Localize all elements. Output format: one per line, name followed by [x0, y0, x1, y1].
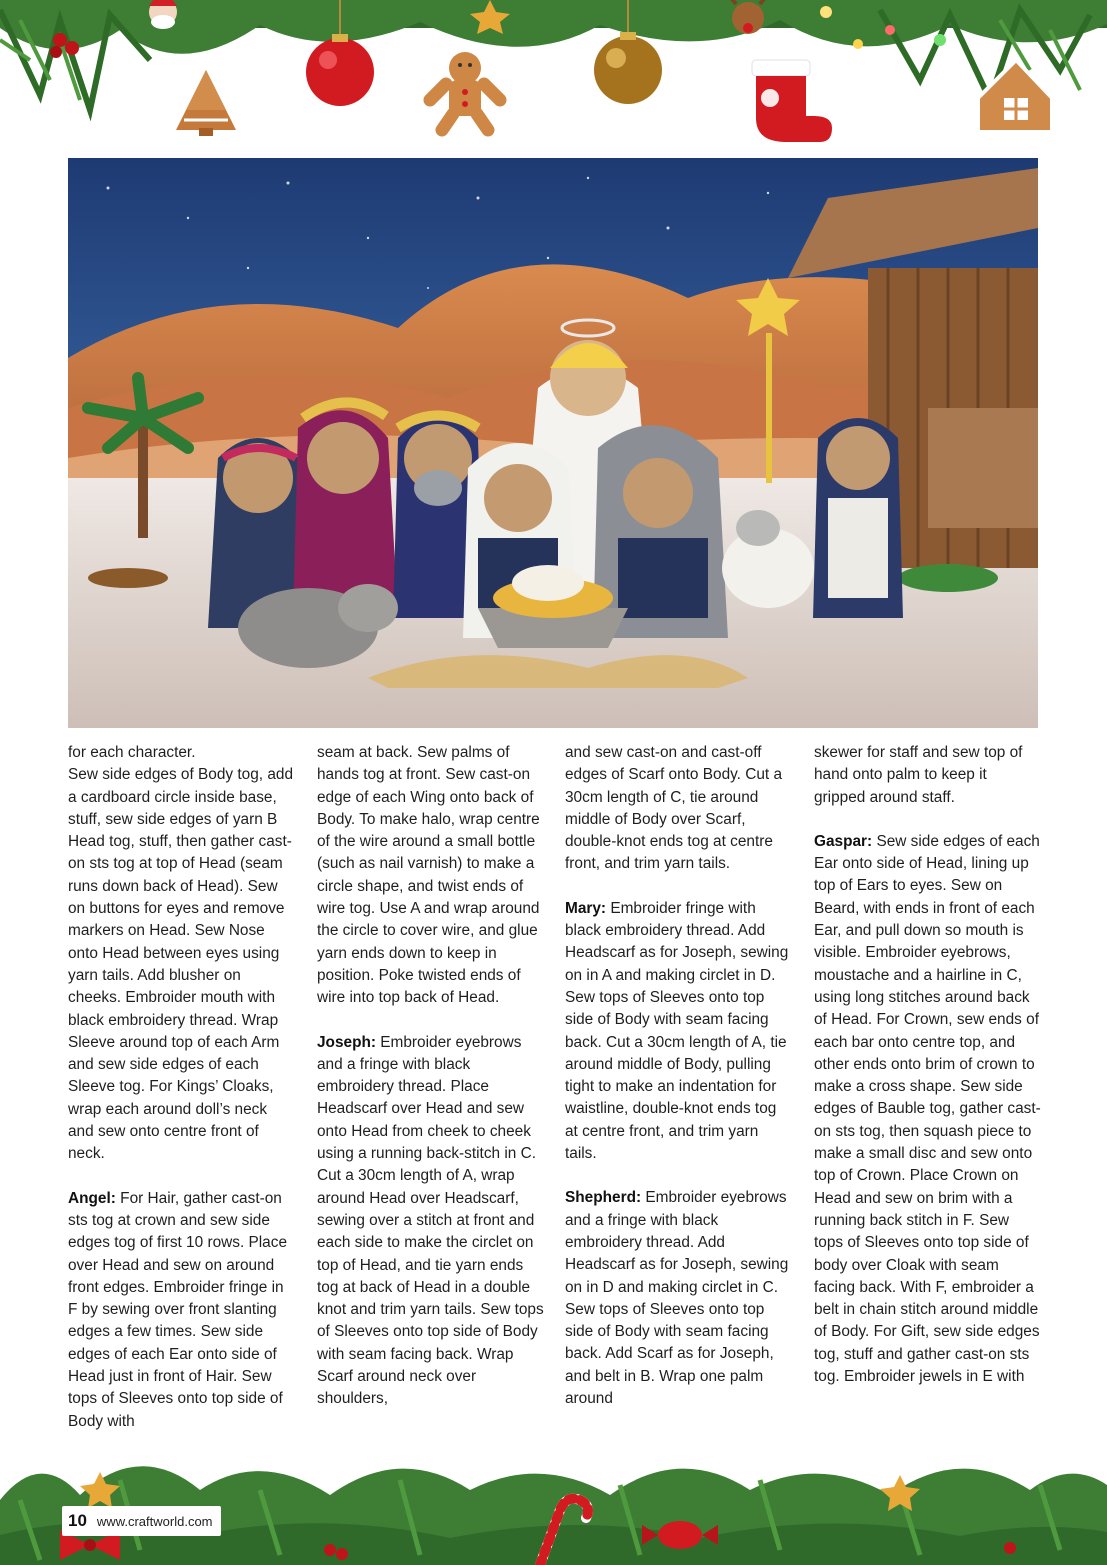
paragraph: for each character. Sew side edges of Body tog, add a cardboard circle inside base, stuff, sew side edges of yarn B Head tog, stuff, then gather cast-on sts tog at top of Head (seam runs down back of Head). Sew on buttons for eyes and remove markers on Head. Sew Nose onto Head between eyes using yarn tails. Add blusher on cheeks. Embroider mouth with black embroidery thread. Wrap Sleeve around top of each Arm and sew side edges of each Sleeve tog. For Kings’ Cloaks, wrap each around doll’s neck and sew onto centre front of neck.	[68, 744, 294, 1163]
paragraph: Joseph: Embroider eyebrows and a fringe with black embroidery thread. Place Headscarf over Head and sew onto Head from cheek to cheek using a running back-stitch in C. Cut a 30cm length of A, wrap around Head over Headscarf, sewing over a stitch at front and each side to make the circlet on top of Head, and tie yarn ends tog at back of Head in a double knot and trim yarn tails. Sew tops of Sleeves onto top side of Body with seam facing back. Wrap Scarf around neck over shoulders,	[317, 1033, 544, 1408]
section-heading: Gaspar:	[814, 832, 873, 850]
paragraph: Shepherd: Embroider eyebrows and a fringe with black embroidery thread. Add Headscarf as for Joseph, sewing on in D and making circlet in C. Sew tops of Sleeves onto top side of Body with seam facing back. Add Scarf as for Joseph, and belt in B. Wrap one palm around	[565, 1189, 789, 1408]
gingerbread-man-icon	[430, 52, 500, 130]
section-heading: Joseph:	[317, 1033, 377, 1051]
website-link[interactable]: www.craftworld.com	[96, 1513, 213, 1529]
article-body	[68, 742, 1040, 1432]
text-column-3	[565, 742, 793, 1432]
text-column-1	[68, 742, 296, 1455]
top-garland-decoration	[0, 0, 1107, 150]
paragraph: and sew cast-on and cast-off edges of Scarf onto Body. Cut a 30cm length of C, tie around middle of Body over Scarf, double-knot ends tog at centre front, and trim yarn tails.	[565, 744, 783, 873]
stocking-icon	[752, 60, 832, 142]
text-column-4	[814, 742, 1042, 1410]
bottom-garland-decoration	[0, 1440, 1107, 1565]
paragraph: Mary: Embroider fringe with black embroidery thread. Add Headscarf as for Joseph, sewing on in A and making circlet in D. Sew tops of Sleeves onto top side of Body with seam facing back. Cut a 30cm length of A, tie around middle of Body, pulling tight to make an indentation for waistline, double-knot ends tog at centre front, and trim yarn tails.	[565, 899, 789, 1163]
text-column-2	[317, 742, 545, 1433]
paragraph: skewer for staff and sew top of hand onto palm to keep it gripped around staff.	[814, 744, 1023, 806]
gingerbread-tree-icon	[176, 70, 236, 136]
page-footer	[62, 1506, 221, 1536]
gingerbread-house-icon	[976, 60, 1054, 130]
paragraph: Gaspar: Sew side edges of each Ear onto side of Head, lining up top of Ears to eyes. Sew on Beard, with ends in front of each Ear, and pull down so mouth is visible. Embroider eyebrows, moustache and a hairline in C, using long stitches around back of Head. For Crown, sew ends of each bar onto centre top, and other ends onto brim of crown to make a cross shape. Sew side edges of Bauble tog, gather cast-on sts tog, then squash piece to make a small disc and sew onto top of Crown. Place Crown on Head and sew on brim with a running back stitch in F. Sew tops of Sleeves onto top side of body over Cloak with seam facing back. With F, embroider a belt in chain stitch around middle of Body. For Gift, sew side edges tog, stuff and gather cast-on sts tog. Embroider jewels in E with	[814, 832, 1041, 1386]
section-heading: Shepherd:	[565, 1189, 642, 1207]
section-heading: Angel:	[68, 1189, 116, 1207]
paragraph: seam at back. Sew palms of hands tog at front. Sew cast-on edge of each Wing onto back of Body. To make halo, wrap centre of the wire around a small bottle (such as nail varnish) to make a circle shape, and twist ends of wire tog. Use A and wrap around the circle to cover wire, and glue yarn ends down to keep in position. Poke twisted ends of wire into top back of Head.	[317, 744, 540, 1007]
paragraph: Angel: For Hair, gather cast-on sts tog at crown and sew side edges tog of first 10 rows. Place over Head and sew on around front edges. Embroider fringe in F by sewing over front slanting edges a few times. Sew side edges of each Ear onto side of Head just in front of Hair. Sew tops of Sleeves onto top side of Body with	[68, 1189, 288, 1430]
santa-icon	[149, 0, 177, 29]
section-heading: Mary:	[565, 899, 607, 917]
nativity-photo-icon	[68, 158, 1038, 728]
nativity-photo	[68, 158, 1038, 728]
page-number: 10	[68, 1511, 87, 1530]
